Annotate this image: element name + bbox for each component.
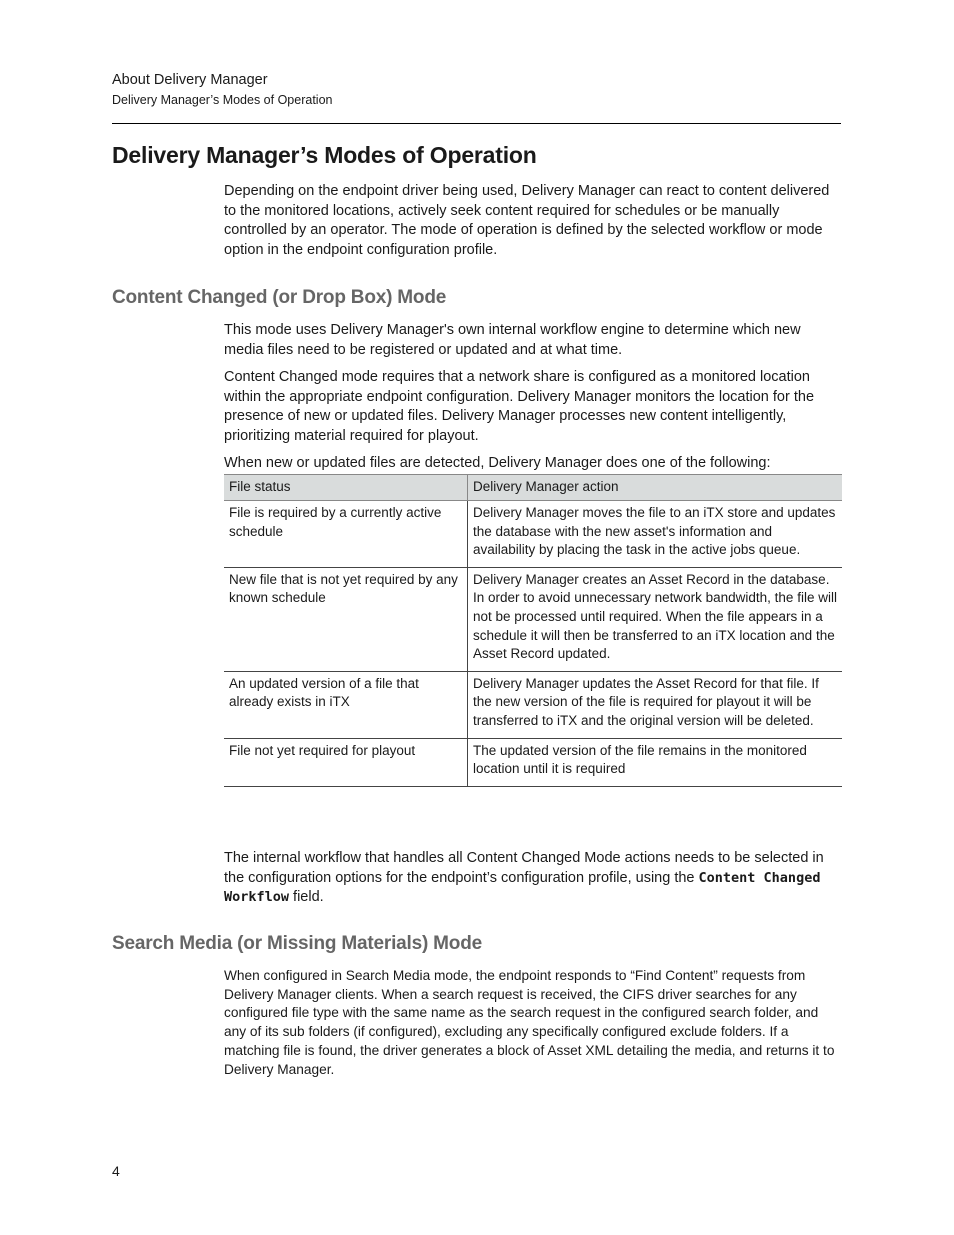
table-header-row [224, 475, 842, 501]
content-changed-para-1: This mode uses Delivery Manager's own internal workflow engine to determine which new media files need to be registered or updated and at what time. [224, 322, 801, 358]
page-title: Delivery Manager’s Modes of Operation [112, 142, 537, 168]
table-row [224, 671, 842, 738]
cell-action: Delivery Manager creates an Asset Record in the database. In order to avoid unnecessary network bandwidth, the file will not be processed until required. When the file appears in a schedule it will then be transferred to an iTX location and the Asset Record updated. [468, 567, 843, 671]
cell-action: Delivery Manager moves the file to an iTX store and updates the database with the new asset's information and availability by placing the task in the active jobs queue. [468, 501, 843, 568]
content-changed-para-3: When new or updated files are detected, Delivery Manager does one of the following: [224, 455, 771, 471]
column-header-file-status: File status [224, 475, 468, 501]
header-chapter: About Delivery Manager [112, 72, 268, 88]
after-table-paragraph [224, 849, 842, 908]
workflow-field-name: Content Changed Workflow [224, 869, 821, 905]
content-changed-para-2: Content Changed mode requires that a network share is configured as a monitored location within the appropriate endpoint configuration. Delivery Manager monitors the location for the presence of new or updated files. Delivery Manager processes new content intelligently, prioritizing material required for playout. [224, 369, 815, 444]
page-number: 4 [112, 1163, 120, 1179]
header-section: Delivery Manager’s Modes of Operation [112, 93, 333, 107]
header-rule [112, 123, 841, 124]
file-status-table [224, 474, 842, 787]
running-header [112, 71, 332, 109]
cell-action: Delivery Manager updates the Asset Record for that file. If the new version of the file is required for playout it will be transferred to iTX and the original version will be deleted. [468, 671, 843, 738]
table-row [224, 567, 842, 671]
after-table-text-end: field. [289, 889, 324, 905]
search-media-heading: Search Media (or Missing Materials) Mode [112, 933, 482, 954]
search-media-paragraph: When configured in Search Media mode, the endpoint responds to “Find Content” requests from Delivery Manager clients. When a search request is received, the CIFS driver searches for any configured file type with the same name as the search request in the configured search folder, and any of its sub folders (if configured), excluding any specifically configured exclude folders. If a matching file is found, the driver generates a block of Asset XML detailing the media, and returns it to Delivery Manager. [224, 968, 835, 1077]
table-row [224, 738, 842, 786]
content-changed-heading: Content Changed (or Drop Box) Mode [112, 287, 447, 308]
cell-file-status: File is required by a currently active schedule [224, 501, 468, 568]
cell-file-status: File not yet required for playout [224, 738, 468, 786]
after-table-text: The internal workflow that handles all Content Changed Mode actions needs to be selected in the configuration options for the endpoint’s configuration profile, using the [224, 850, 824, 886]
cell-file-status: An updated version of a file that already exists in iTX [224, 671, 468, 738]
intro-paragraph: Depending on the endpoint driver being used, Delivery Manager can react to content delivered to the monitored locations, actively seek content required for schedules or be manually controlled by an operator. The mode of operation is defined by the selected workflow or mode option in the endpoint configuration profile. [224, 183, 830, 258]
table-row [224, 501, 842, 568]
cell-file-status: New file that is not yet required by any known schedule [224, 567, 468, 671]
column-header-action: Delivery Manager action [468, 475, 843, 501]
cell-action: The updated version of the file remains in the monitored location until it is required [468, 738, 843, 786]
